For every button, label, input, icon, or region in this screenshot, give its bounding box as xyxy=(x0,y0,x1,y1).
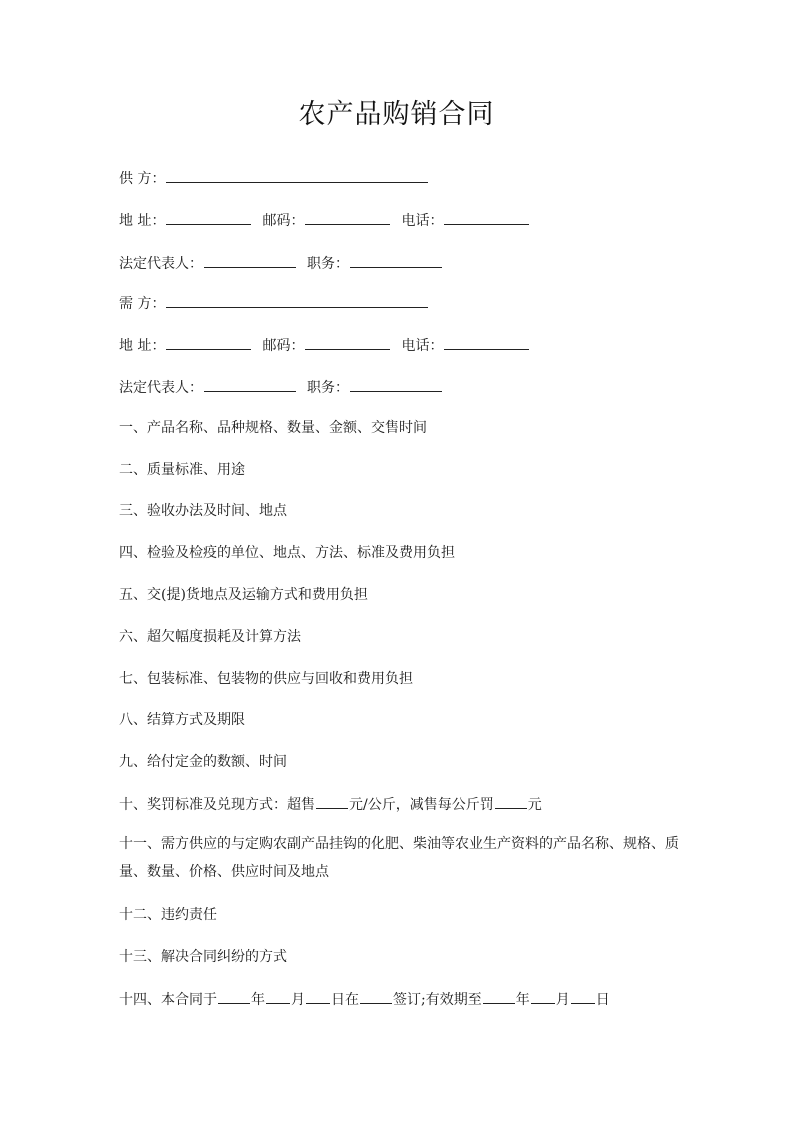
clause-14-day1: 日在 xyxy=(331,992,359,1008)
sign-day-blank xyxy=(306,988,330,1004)
clause-14-month2: 月 xyxy=(555,992,570,1008)
buyer-rep-label: 法定代表人： xyxy=(119,380,203,396)
supplier-rep-blank xyxy=(204,252,296,268)
buyer-party-line xyxy=(119,292,699,315)
clause-10-mid: 元/公斤，减售每公斤罚 xyxy=(349,797,494,813)
supplier-rep-line xyxy=(119,252,699,275)
supplier-address-blank xyxy=(166,209,251,225)
clause-14-prefix: 十四、本合同于 xyxy=(119,992,217,1008)
buyer-postcode-label: 邮码： xyxy=(262,338,305,354)
supplier-rep-label: 法定代表人： xyxy=(119,256,203,272)
supplier-postcode-label: 邮码： xyxy=(262,213,305,229)
clause-9: 九、给付定金的数额、时间 xyxy=(119,754,287,770)
document-title: 农产品购销合同 xyxy=(298,99,495,130)
buyer-contact-line xyxy=(119,334,699,357)
expiry-day-blank xyxy=(571,988,595,1004)
sign-place-blank xyxy=(360,988,392,1004)
clause-14-year1: 年 xyxy=(251,992,265,1008)
clause-8: 八、结算方式及期限 xyxy=(119,712,245,728)
supplier-party-line xyxy=(119,167,699,190)
buyer-party-label: 需 方： xyxy=(119,296,166,312)
buyer-address-label: 地 址： xyxy=(119,338,166,354)
supplier-party-label: 供 方： xyxy=(119,171,166,187)
clause-6: 六、超欠幅度损耗及计算方法 xyxy=(119,629,301,645)
buyer-rep-blank xyxy=(204,376,296,392)
buyer-rep-line xyxy=(119,376,699,399)
expiry-year-blank xyxy=(483,988,515,1004)
clause-14-month1: 月 xyxy=(291,992,305,1008)
clause-12: 十二、违约责任 xyxy=(119,907,217,923)
buyer-name-blank xyxy=(166,292,428,308)
clause-10-suffix: 元 xyxy=(527,797,542,813)
clause-10-prefix: 十、奖罚标准及兑现方式：超售 xyxy=(119,797,315,813)
clause-7: 七、包装标准、包装物的供应与回收和费用负担 xyxy=(119,671,413,687)
clause-1: 一、产品名称、品种规格、数量、金额、交售时间 xyxy=(119,420,427,436)
clause-14-day2: 日 xyxy=(595,992,610,1008)
supplier-name-blank xyxy=(166,167,428,183)
supplier-phone-blank xyxy=(444,209,529,225)
clause-11: 十一、需方供应的与定购农副产品挂钩的化肥、柴油等农业生产资料的产品名称、规格、质量、数量、价格、供应时间及地点 xyxy=(119,836,679,880)
buyer-phone-label: 电话： xyxy=(401,338,444,354)
buyer-position-blank xyxy=(350,376,442,392)
clause-14 xyxy=(119,988,699,1011)
clause-4: 四、检验及检疫的单位、地点、方法、标准及费用负担 xyxy=(119,545,455,561)
supplier-contact-line xyxy=(119,209,699,232)
clause-14-year2: 年 xyxy=(515,992,530,1008)
supplier-position-blank xyxy=(350,252,442,268)
buyer-position-label: 职务： xyxy=(307,380,349,396)
clause-13: 十三、解决合同纠纷的方式 xyxy=(119,949,287,965)
sign-month-blank xyxy=(266,988,290,1004)
buyer-postcode-blank xyxy=(305,334,390,350)
supplier-postcode-blank xyxy=(305,209,390,225)
supplier-address-label: 地 址： xyxy=(119,213,166,229)
undersell-penalty-blank xyxy=(495,793,527,809)
expiry-month-blank xyxy=(531,988,555,1004)
supplier-position-label: 职务： xyxy=(307,256,349,272)
oversell-reward-blank xyxy=(316,793,348,809)
clause-5: 五、交(提)货地点及运输方式和费用负担 xyxy=(119,587,368,603)
supplier-phone-label: 电话： xyxy=(401,213,444,229)
buyer-phone-blank xyxy=(444,334,529,350)
clause-3: 三、验收办法及时间、地点 xyxy=(119,503,287,519)
clause-2: 二、质量标准、用途 xyxy=(119,462,245,478)
clause-14-signed: 签订;有效期至 xyxy=(393,992,482,1008)
buyer-address-blank xyxy=(166,334,251,350)
clause-10 xyxy=(119,793,699,816)
sign-year-blank xyxy=(218,988,250,1004)
